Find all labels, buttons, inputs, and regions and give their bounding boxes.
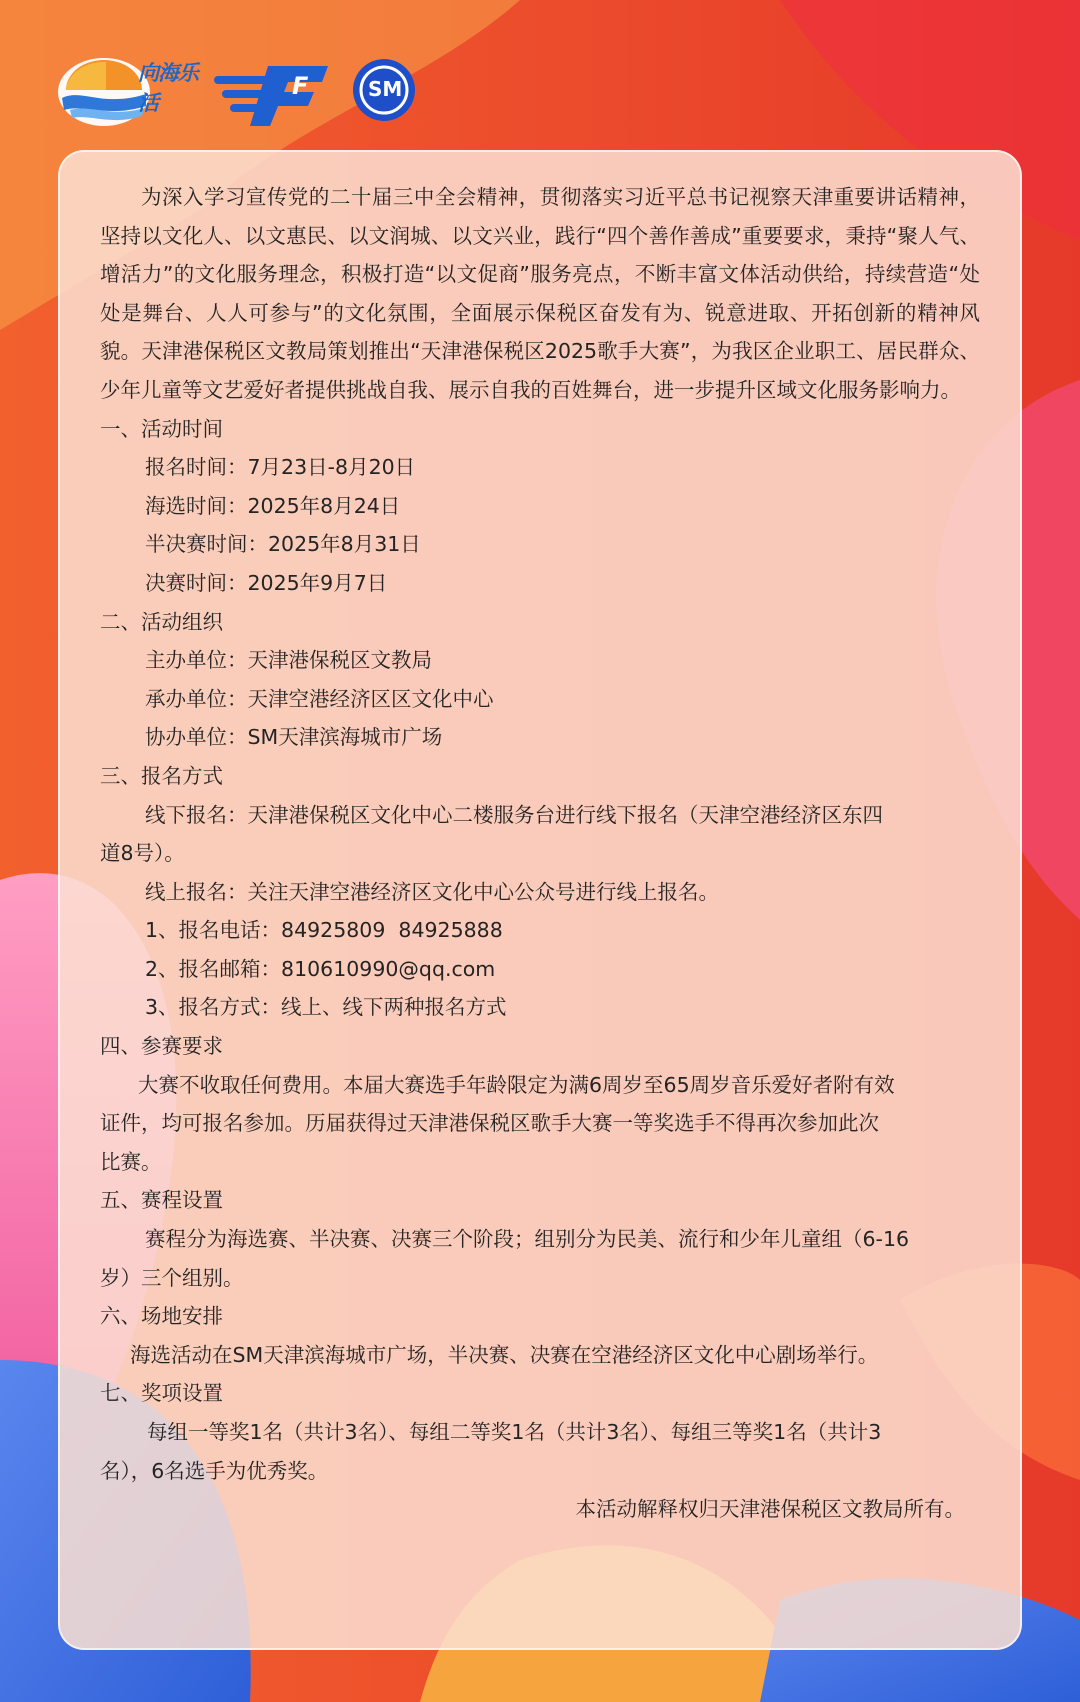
req-line: 证件，均可报名参加。历届获得过天津港保税区歌手大赛一等奖选手不得再次参加此次 (100, 1111, 879, 1136)
time-item: 半决赛时间：2025年8月31日 (145, 532, 421, 557)
signup-offline: 线下报名：天津港保税区文化中心二楼服务台进行线下报名（天津空港经济区东四 (145, 802, 883, 827)
signup-offline-cont: 道8号）。 (100, 841, 185, 866)
logo-lettering: F (292, 72, 309, 100)
section-heading-awards: 七、奖项设置 (100, 1381, 223, 1406)
org-item: 协办单位：SM天津滨海城市广场 (145, 725, 443, 750)
signup-phone: 1、报名电话：84925809 84925888 (145, 918, 503, 943)
sunset-wave-logo (56, 50, 206, 130)
req-line: 大赛不收取任何费用。本届大赛选手年龄限定为满6周岁至65周岁音乐爱好者附有效 (138, 1072, 895, 1097)
section-heading-req: 四、参赛要求 (100, 1034, 223, 1059)
section-heading-venue: 六、场地安排 (100, 1304, 223, 1329)
sm-logo (348, 50, 422, 130)
section-heading-signup: 三、报名方式 (100, 763, 223, 788)
section-heading-org: 二、活动组织 (100, 609, 223, 634)
blue-f-logo (212, 50, 332, 130)
awards-line: 名），6名选手为优秀奖。 (100, 1458, 329, 1483)
req-line: 比赛。 (100, 1149, 162, 1174)
footer-note: 本活动解释权归天津港保税区文教局所有。 (575, 1497, 965, 1522)
intro-paragraph: 为深入学习宣传党的二十届三中全会精神，贯彻落实习近平总书记视察天津重要讲话精神，坚持以文化人、以文惠民、以文润城、以文兴业，践行“四个善作善成”重要要求，秉持“聚人气、增活力”的文化服务理念，积极打造“以文促商”服务亮点，不断丰富文体活动供给，持续营造“处处是舞台、人人可参与”的文化氛围，全面展示保税区奋发有为、锐意进取、开拓创新的精神风貌。天津港保税区文教局策划推出“天津港保税区2025歌手大赛”，为我区企业职工、居民群众、少年儿童等文艺爱好者提供挑战自我、展示自我的百姓舞台，进一步提升区域文化服务影响力。 (100, 185, 980, 402)
signup-email: 2、报名邮箱：810610990@qq.com (145, 956, 496, 981)
time-item: 报名时间：7月23日-8月20日 (145, 455, 416, 480)
org-item: 主办单位：天津港保税区文教局 (145, 648, 432, 673)
section-heading-time: 一、活动时间 (100, 416, 223, 441)
signup-method: 3、报名方式：线上、线下两种报名方式 (145, 995, 507, 1020)
schedule-line: 赛程分为海选赛、半决赛、决赛三个阶段；组别分为民美、流行和少年儿童组（6-16 (145, 1227, 910, 1252)
schedule-line: 岁）三个组别。 (100, 1265, 244, 1290)
speed-lines-icon (212, 50, 332, 130)
org-item: 承办单位：天津空港经济区区文化中心 (145, 686, 494, 711)
time-item: 决赛时间：2025年9月7日 (145, 570, 388, 595)
signup-online: 线上报名：关注天津空港经济区文化中心公众号进行线上报名。 (145, 879, 719, 904)
time-item: 海选时间：2025年8月24日 (145, 493, 401, 518)
logo-lettering: SM (368, 77, 403, 101)
venue-line: 海选活动在SM天津滨海城市广场，半决赛、决赛在空港经济区文化中心剧场举行。 (130, 1342, 879, 1367)
logo-lettering: 向海乐活 (138, 61, 198, 115)
notice-panel (58, 150, 1022, 1650)
awards-line: 每组一等奖1名（共计3名）、每组二等奖1名（共计3名）、每组三等奖1名（共计3 (147, 1420, 882, 1444)
section-heading-schedule: 五、赛程设置 (100, 1188, 223, 1213)
logo-group (56, 50, 426, 130)
